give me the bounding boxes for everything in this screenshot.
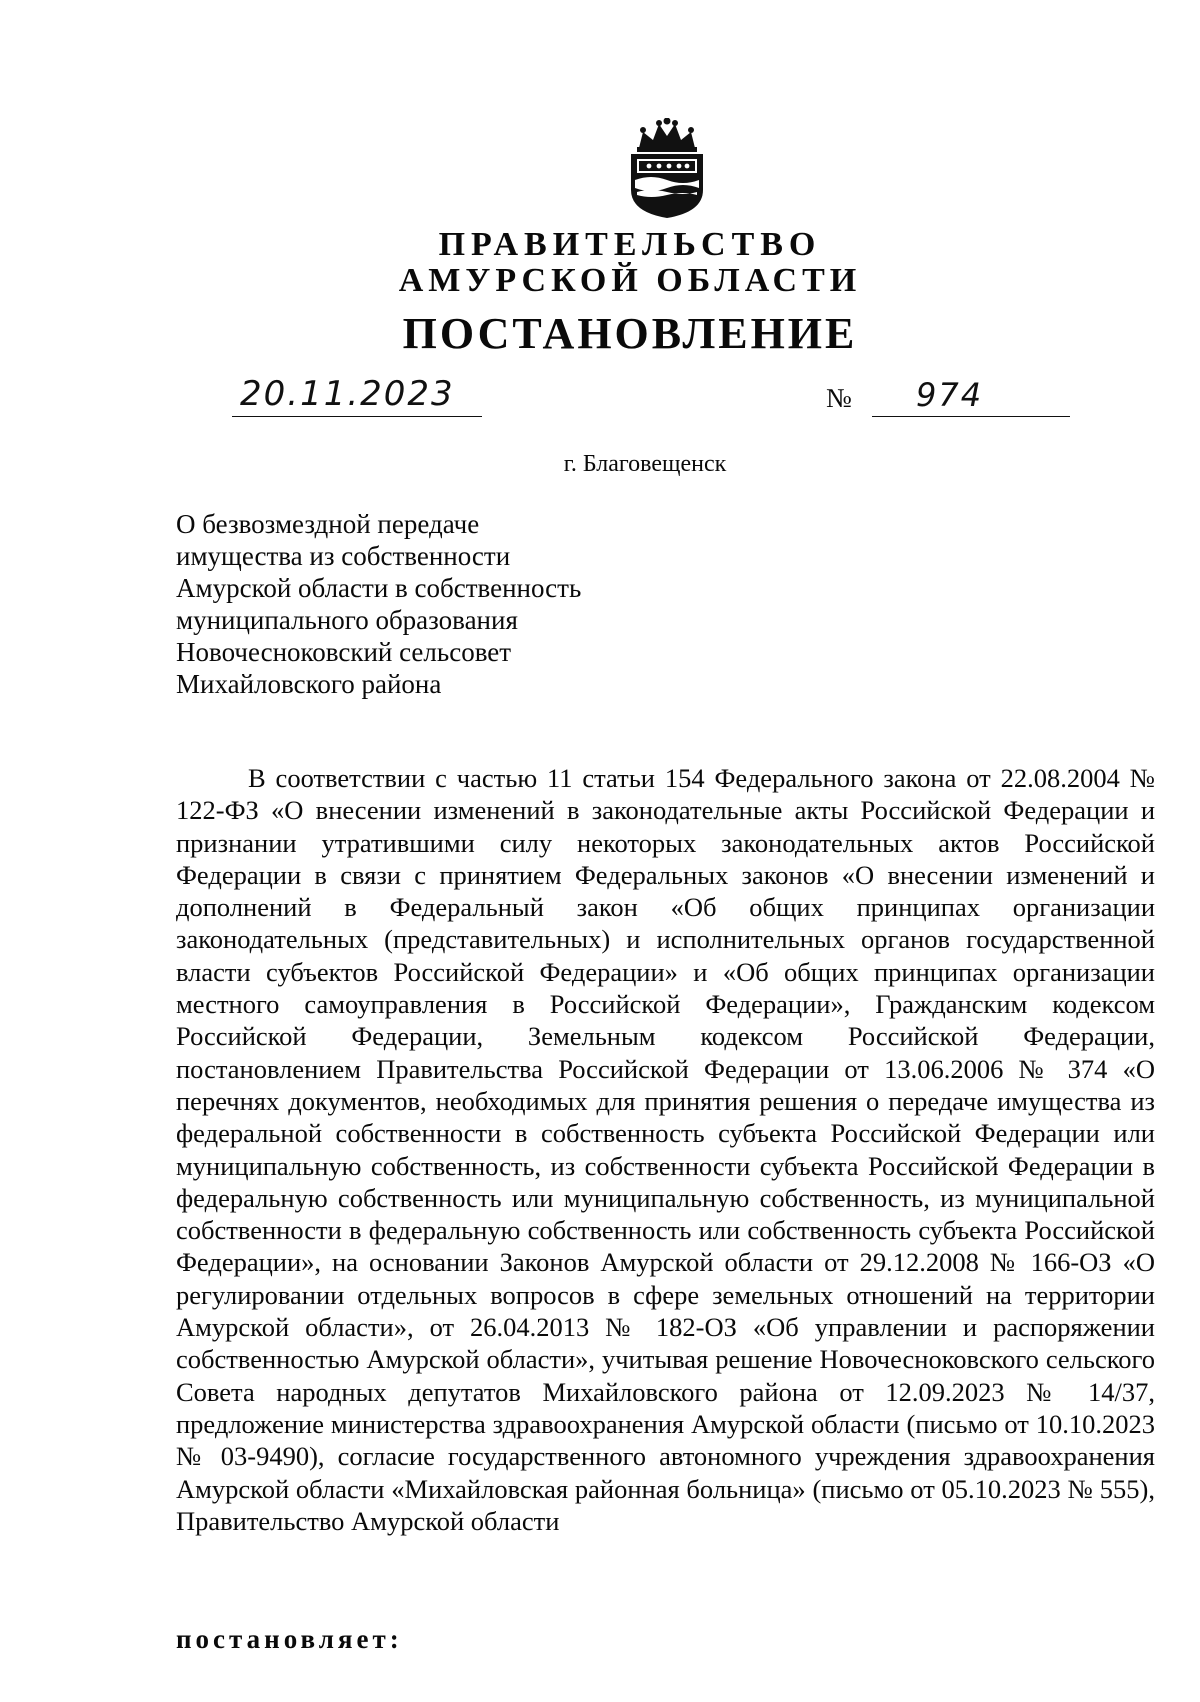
coat-of-arms-icon xyxy=(625,118,709,220)
preamble-paragraph: В соответствии с частью 11 статьи 154 Федерального закона от 22.08.2004 № 122-ФЗ «О внесении изменений в законодательные акты Российской Федерации и признании утратившими силу некоторых законодательных актов Российской Федерации в связи с принятием Федеральных законов «О внесении изменений и дополнений в Федеральный закон «Об общих принципах организации законодательных (представительных) и исполнительных органов государственной власти субъектов Российской Федерации» и «Об общих принципах организации местного самоуправления в Российской Федерации», Гражданским кодексом Российской Федерации, Земельным кодексом Российской Федерации, постановлением Правительства Российской Федерации от 13.06.2006 № 374 «О перечнях документов, необходимых для принятия решения о передаче имущества из федеральной собственности в собственность субъекта Российской Федерации или муниципальную собственность, из собственности субъекта Российской Федерации в федеральную собственность или муниципальную собственность, из муниципальной собственности в федеральную собственность или собственность субъекта Российской Федерации», на основании Законов Амурской области от 29.12.2008 № 166-ОЗ «О регулировании отдельных вопросов в сфере земельных отношений на территории Амурской области», от 26.04.2013 № 182-ОЗ «Об управлении и распоряжении собственностью Амурской области», учитывая решение Новочесноковского сельского Совета народных депутатов Михайловского района от 12.09.2023 № 14/37, предложение министерства здравоохранения Амурской области (письмо от 10.10.2023 № 03-9490), согласие государственного автономного учреждения здравоохранения Амурской области «Михайловская районная больница» (письмо от 05.10.2023 № 555), Правительство Амурской области xyxy=(176,763,1155,1536)
number-sign: № xyxy=(826,383,852,413)
number-field xyxy=(872,372,1070,417)
subject-line: О безвозмездной передаче xyxy=(176,509,480,539)
subject-line: муниципального образования xyxy=(176,605,518,635)
city-name: г. Благовещенск xyxy=(563,451,727,477)
subject-line: имущества из собственности xyxy=(176,541,511,571)
handwritten-number: 974 xyxy=(916,376,984,414)
document-subject xyxy=(176,508,696,700)
government-name-line1: ПРАВИТЕЛЬСТВО xyxy=(438,226,822,263)
date-field xyxy=(232,372,482,417)
resolves-word: постановляет: xyxy=(176,1624,403,1654)
subject-line: Амурской области в собственность xyxy=(176,573,582,603)
document-type-title: ПОСТАНОВЛЕНИЕ xyxy=(402,309,858,358)
subject-line: Михайловского района xyxy=(176,669,442,699)
subject-line: Новочесноковский сельсовет xyxy=(176,637,512,667)
government-name-line2: АМУРСКОЙ ОБЛАСТИ xyxy=(398,262,862,299)
handwritten-date: 20.11.2023 xyxy=(240,374,455,414)
